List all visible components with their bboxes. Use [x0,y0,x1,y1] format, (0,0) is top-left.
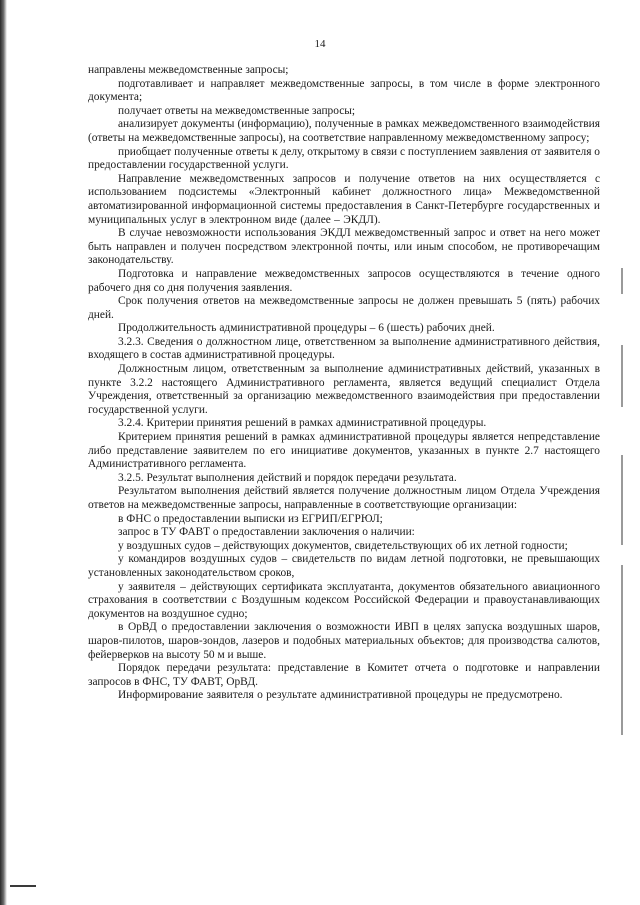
list-item: у командиров воздушных судов – свидетельств по видам летной подготовки, не превышающих установленных законодательством сроков, [88,553,600,579]
paragraph: Срок получения ответов на межведомственные запросы не должен превышать 5 (пять) рабочих дней. [88,295,600,321]
section-heading: 3.2.5. Результат выполнения действий и порядок передачи результата. [118,471,457,484]
document-body [88,64,600,703]
paragraph: Должностным лицом, ответственным за выполнение административных действий, указанных в пункте 3.2.2 настоящего Административного регламента, является ведущий специалист Отдела Учреждения, ответственный за организацию межведомственного взаимодействия при предоставлении государственной услуги. [88,363,600,416]
section-heading: 3.2.4. Критерии принятия решений в рамках административной процедуры. [118,417,487,430]
paragraph: Продолжительность административной процедуры – 6 (шесть) рабочих дней. [118,322,495,335]
paragraph: Информирование заявителя о результате административной процедуры не предусмотрено. [118,689,563,702]
paragraph: В случае невозможности использования ЭКДЛ межведомственный запрос и ответ на него может быть направлен и получен посредством электронной почты, или иным способом, не противоречащим законодательству. [88,227,600,267]
paragraph: анализирует документы (информацию), полученные в рамках межведомственного взаимодействия (ответы на межведомственные запросы), на соответствие направленному межведомственному запросу; [88,118,600,144]
paragraph: Критерием принятия решений в рамках административной процедуры является непредставление либо представление заявителем по его инициативе документов, указанных в пункте 2.7 настоящего Административного регламента. [88,431,600,471]
paragraph: подготавливает и направляет межведомственные запросы, в том числе в форме электронного документа; [88,77,600,104]
scan-mark-right [621,455,623,545]
scan-edge-left [0,0,7,905]
paragraph: Результатом выполнения действий является получение должностным лицом Отдела Учреждения ответов на межведомственные запросы, направленные в соответствующие организации: [88,485,600,511]
list-item: у заявителя – действующих сертификата эксплуатанта, документов обязательного авиационного страхования в соответствии с Воздушным кодексом Российской Федерации и правоустанавливающих документов на воздушное судно; [88,580,600,620]
list-item: у воздушных судов – действующих документов, свидетельствующих об их летной годности; [118,539,568,552]
scan-mark-right [621,565,623,735]
scan-mark-bottom [10,885,36,887]
paragraph: Направление межведомственных запросов и получение ответов на них осуществляется с использованием подсистемы «Электронный кабинет должностного лица» Межведомственной автоматизированной информационной системы предоставления в Санкт-Петербурге государственных и муниципальных услуг в электронном виде (далее – ЭКДЛ). [88,172,600,226]
page-number: 14 [314,38,326,50]
list-item: в ОрВД о предоставлении заключения о возможности ИВП в целях запуска воздушных шаров, шаров-пилотов, шаров-зондов, лазеров и подобных материальных объектов; для производства салютов, фейерверков на высоту 50 м и выше. [88,621,600,661]
section-heading: 3.2.3. Сведения о должностном лице, ответственном за выполнение административного действия, входящего в состав административной процедуры. [88,335,600,362]
paragraph: получает ответы на межведомственные запросы; [118,104,356,117]
scan-mark-right [621,268,623,294]
paragraph: Порядок передачи результата: представление в Комитет отчета о подготовке и направлении запросов в ФНС, ТУ ФАВТ, ОрВД. [88,662,600,688]
paragraph: Подготовка и направление межведомственных запросов осуществляются в течение одного рабочего дня со дня получения заявления. [88,267,600,294]
list-item: в ФНС о предоставлении выписки из ЕГРИП/ЕГРЮЛ; [118,512,383,525]
paragraph: направлены межведомственные запросы; [88,64,289,76]
list-item: запрос в ТУ ФАВТ о предоставлении заключения о наличии: [118,526,415,539]
paragraph: приобщает полученные ответы к делу, открытому в связи с поступлением заявления от заявителя о предоставлении государственной услуги. [88,145,600,172]
scan-mark-right [621,345,623,407]
